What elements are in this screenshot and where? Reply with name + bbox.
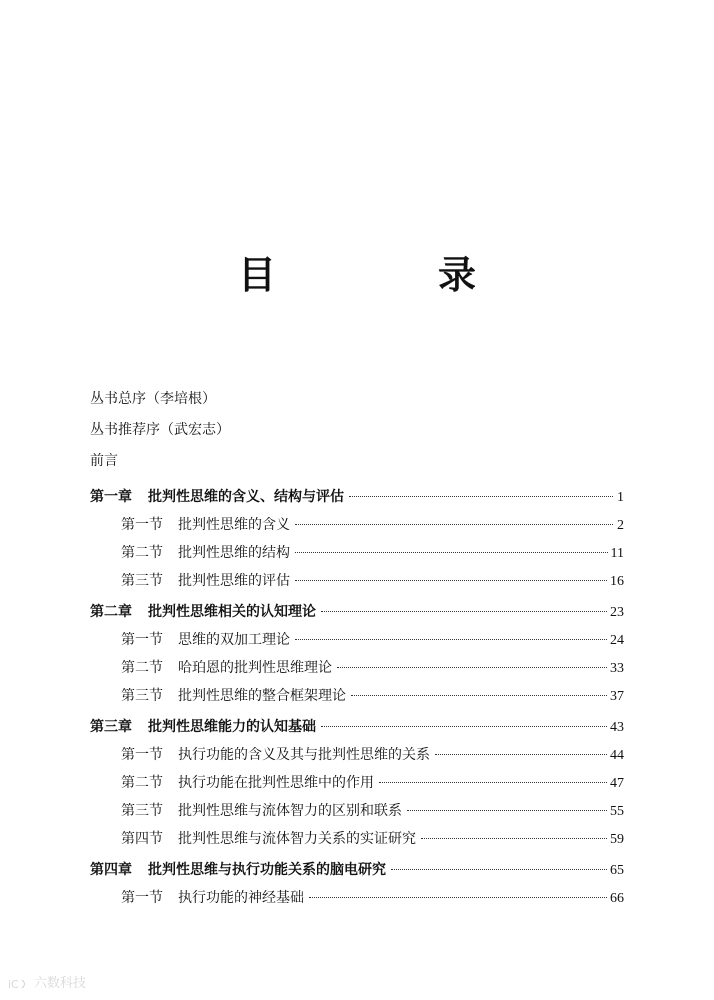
- watermark: [8, 976, 86, 992]
- toc-section-label: 第三节: [121, 688, 163, 704]
- toc-section-label: 第一节: [121, 632, 163, 648]
- toc-section-label: 第一节: [121, 747, 163, 763]
- watermark-text: 六数科技: [34, 976, 87, 991]
- toc-section-label: 第四节: [121, 831, 163, 847]
- toc-page-number: 59: [610, 832, 624, 847]
- toc-chapter-label: 第一章: [90, 489, 132, 505]
- toc-page-number: 43: [610, 720, 624, 735]
- toc-dot-leader: [379, 781, 607, 783]
- toc-section-3-2[interactable]: [121, 773, 624, 794]
- toc-page-number: 23: [610, 605, 624, 620]
- toc-chapter-label: 第三章: [90, 719, 132, 735]
- toc-chapter-3[interactable]: [90, 717, 624, 738]
- toc-dot-leader: [349, 495, 613, 497]
- toc-dot-leader: [309, 896, 607, 898]
- toc-section-2-2[interactable]: [121, 658, 624, 679]
- toc-page-number: 16: [610, 574, 624, 589]
- toc-chapter-label: 第二章: [90, 604, 132, 620]
- toc-section-title: 批判性思维的评估: [178, 573, 290, 589]
- toc-page-number: 55: [610, 804, 624, 819]
- toc-section-title: 批判性思维的含义: [178, 517, 290, 533]
- toc-section-1-1[interactable]: [121, 515, 624, 536]
- toc-section-label: 第二节: [121, 660, 163, 676]
- toc-dot-leader: [295, 579, 607, 581]
- toc-dot-leader: [337, 666, 607, 668]
- toc-chapter-4[interactable]: [90, 860, 624, 881]
- toc-page-number: 2: [617, 518, 624, 533]
- toc-section-3-1[interactable]: [121, 745, 624, 766]
- toc-dot-leader: [321, 610, 607, 612]
- toc-section-label: 第三节: [121, 573, 163, 589]
- toc-section-label: 第二节: [121, 775, 163, 791]
- toc-page-number: 37: [610, 689, 624, 704]
- toc-section-2-1[interactable]: [121, 630, 624, 651]
- toc-section-title: 执行功能的神经基础: [178, 890, 304, 906]
- toc-section-label: 第一节: [121, 517, 163, 533]
- toc-dot-leader: [391, 868, 607, 870]
- toc-page-number: 1: [617, 490, 624, 505]
- toc-dot-leader: [435, 753, 607, 755]
- toc-chapter-1[interactable]: [90, 487, 624, 508]
- toc-section-title: 思维的双加工理论: [178, 632, 290, 648]
- toc-page-number: 65: [610, 863, 624, 878]
- toc-page-number: 33: [610, 661, 624, 676]
- toc-section-title: 哈珀恩的批判性思维理论: [178, 660, 332, 676]
- svg-text:iC: iC: [8, 978, 19, 991]
- toc-section-title: 批判性思维与流体智力的区别和联系: [178, 803, 402, 819]
- toc-section-1-2[interactable]: [121, 543, 624, 564]
- toc-chapter-title: 批判性思维与执行功能关系的脑电研究: [148, 862, 386, 878]
- toc-page-number: 24: [610, 633, 624, 648]
- toc-section-title: 批判性思维与流体智力关系的实证研究: [178, 831, 416, 847]
- front-matter-foreword[interactable]: 前言: [90, 453, 118, 469]
- front-matter-series-preface[interactable]: 丛书总序（李培根）: [90, 391, 216, 407]
- toc-section-title: 批判性思维的结构: [178, 545, 290, 561]
- toc-chapter-2[interactable]: [90, 602, 624, 623]
- toc-section-label: 第一节: [121, 890, 163, 906]
- toc-dot-leader: [421, 837, 607, 839]
- toc-chapter-title: 批判性思维相关的认知理论: [148, 604, 316, 620]
- page-title: 目 录: [237, 252, 538, 298]
- toc-dot-leader: [407, 809, 607, 811]
- toc-section-3-3[interactable]: [121, 801, 624, 822]
- toc-section-title: 执行功能在批判性思维中的作用: [178, 775, 374, 791]
- toc-section-3-4[interactable]: [121, 829, 624, 850]
- toc-section-title: 执行功能的含义及其与批判性思维的关系: [178, 747, 430, 763]
- toc-section-title: 批判性思维的整合框架理论: [178, 688, 346, 704]
- toc-dot-leader: [351, 694, 607, 696]
- toc-dot-leader: [321, 725, 607, 727]
- toc-dot-leader: [295, 638, 607, 640]
- toc-page-number: 11: [610, 546, 624, 561]
- toc-page-number: 47: [610, 776, 624, 791]
- toc-chapter-title: 批判性思维的含义、结构与评估: [148, 489, 344, 505]
- front-matter-recommendation-preface[interactable]: 丛书推荐序（武宏志）: [90, 422, 230, 438]
- toc-section-1-3[interactable]: [121, 571, 624, 592]
- toc-page-number: 44: [610, 748, 624, 763]
- toc-chapter-title: 批判性思维能力的认知基础: [148, 719, 316, 735]
- toc-page-number: 66: [610, 891, 624, 906]
- toc-section-label: 第二节: [121, 545, 163, 561]
- toc-section-4-1[interactable]: [121, 888, 624, 909]
- toc-dot-leader: [295, 523, 613, 525]
- toc-section-label: 第三节: [121, 803, 163, 819]
- toc-section-2-3[interactable]: [121, 686, 624, 707]
- ic-logo-icon: [8, 977, 30, 991]
- toc-chapter-label: 第四章: [90, 862, 132, 878]
- toc-dot-leader: [295, 551, 608, 553]
